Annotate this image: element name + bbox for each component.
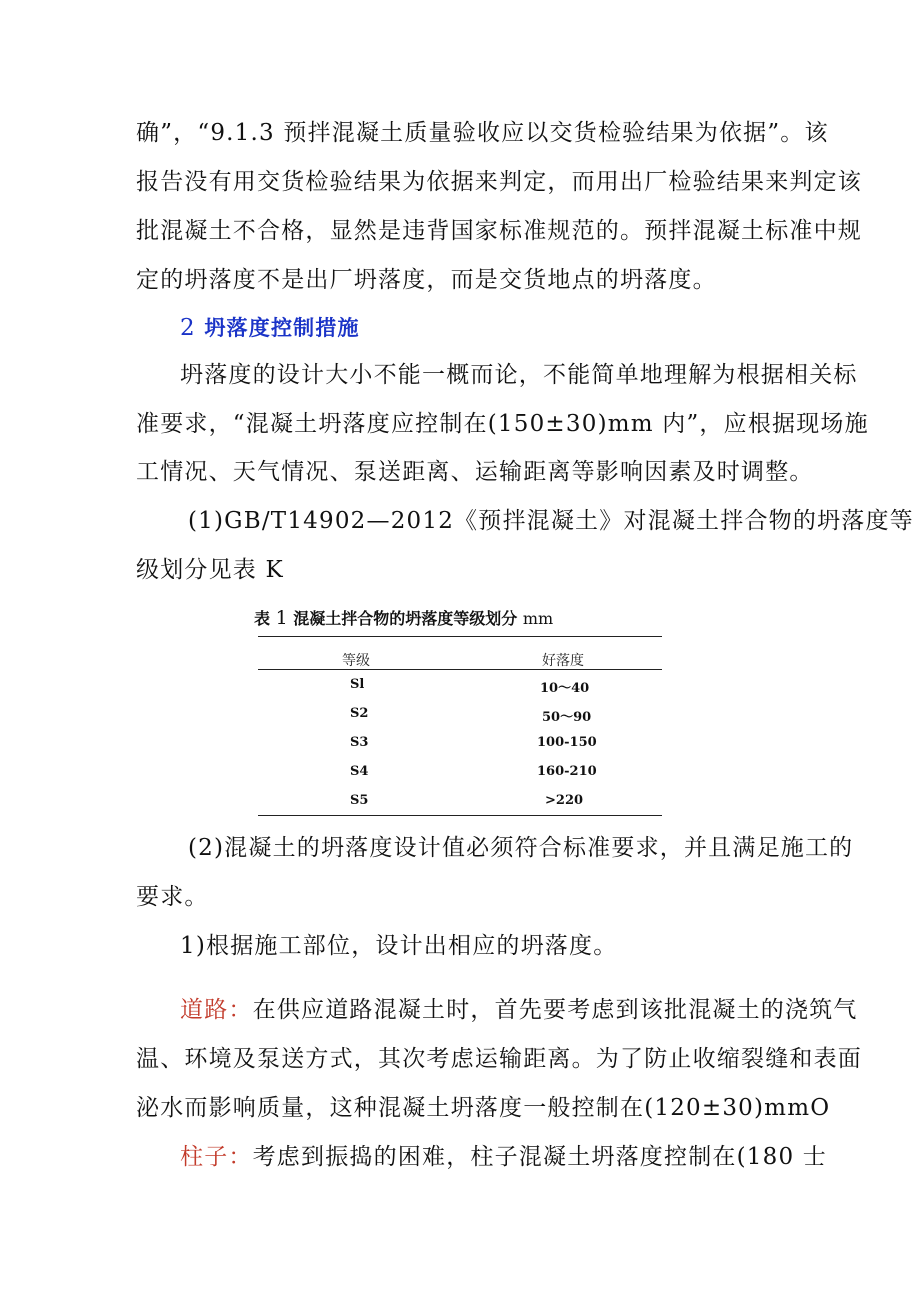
- paragraph-column: [180, 1142, 827, 1172]
- table-header-slump: 好落度: [542, 653, 584, 669]
- table-cell-grade: S4: [350, 764, 369, 779]
- table-caption-prefix: 表: [254, 609, 271, 628]
- paragraph-line: 报告没有用交货检验结果为依据来判定，而用出厂检验结果来判定该: [136, 169, 862, 195]
- table-cell-slump: 100-150: [537, 735, 597, 750]
- road-line-text: 在供应道路混凝土时，首先要考虑到该批混凝土的浇筑气: [252, 997, 858, 1023]
- table-caption-number: 1: [275, 607, 288, 629]
- table-caption: [254, 606, 553, 629]
- table-header-rule: [258, 669, 662, 670]
- table-cell-grade: S3: [350, 735, 369, 750]
- paragraph-line: (2)混凝土的坍落度设计值必须符合标准要求，并且满足施工的: [188, 835, 854, 861]
- road-lead-label: 道路：: [180, 997, 253, 1023]
- paragraph-line: 批混凝土不合格，显然是违背国家标准规范的。预拌混凝土标准中规: [136, 218, 862, 244]
- table-cell-slump: 160-210: [537, 764, 597, 779]
- paragraph-line: 坍落度的设计大小不能一概而论，不能简单地理解为根据相关标: [180, 362, 858, 388]
- table-top-rule: [258, 636, 662, 637]
- paragraph-construction-part: 1)根据施工部位，设计出相应的坍落度。: [180, 933, 618, 959]
- paragraph-line: 温、环境及泵送方式，其次考虑运输距离。为了防止收缩裂缝和表面: [136, 1046, 862, 1072]
- column-lead-label: 柱子：: [180, 1144, 253, 1170]
- column-line-text: 考虑到振捣的困难，柱子混凝土坍落度控制在(180 士: [252, 1144, 827, 1170]
- table-cell-grade: S5: [350, 793, 369, 808]
- table-cell-slump: 50～90: [542, 710, 592, 725]
- paragraph-line: 要求。: [136, 884, 209, 910]
- paragraph-line: [180, 995, 858, 1025]
- paragraph-line: (1)GB/T14902—2012《预拌混凝土》对混凝土拌合物的坍落度等: [188, 508, 914, 534]
- paragraph-line: 工情况、天气情况、泵送距离、运输距离等影响因素及时调整。: [136, 459, 814, 485]
- table-cell-grade: S2: [350, 706, 369, 721]
- table-caption-title: 混凝土拌合物的坍落度等级划分: [293, 609, 518, 628]
- table-cell-grade: Sl: [350, 677, 365, 692]
- paragraph-line: 泌水而影响质量，这种混凝土坍落度一般控制在(120±30)mmO: [136, 1095, 831, 1121]
- table-caption-unit: mm: [522, 609, 554, 628]
- paragraph-line: 确”，“9.1.3 预拌混凝土质量验收应以交货检验结果为依据”。该: [136, 120, 829, 146]
- section-heading-title: 坍落度控制措施: [204, 316, 360, 340]
- paragraph-line: 级划分见表 K: [136, 557, 284, 583]
- paragraph-line: 定的坍落度不是出厂坍落度，而是交货地点的坍落度。: [136, 267, 717, 293]
- table-cell-slump: 10～40: [540, 681, 590, 696]
- table-cell-slump: >220: [545, 793, 584, 808]
- section-heading-number: 2: [180, 315, 205, 341]
- section-heading: [180, 313, 360, 343]
- table-bottom-rule: [258, 815, 662, 816]
- paragraph-line: 准要求，“混凝土坍落度应控制在(150±30)mm 内”，应根据现场施: [136, 411, 869, 437]
- table-header-grade: 等级: [342, 653, 370, 669]
